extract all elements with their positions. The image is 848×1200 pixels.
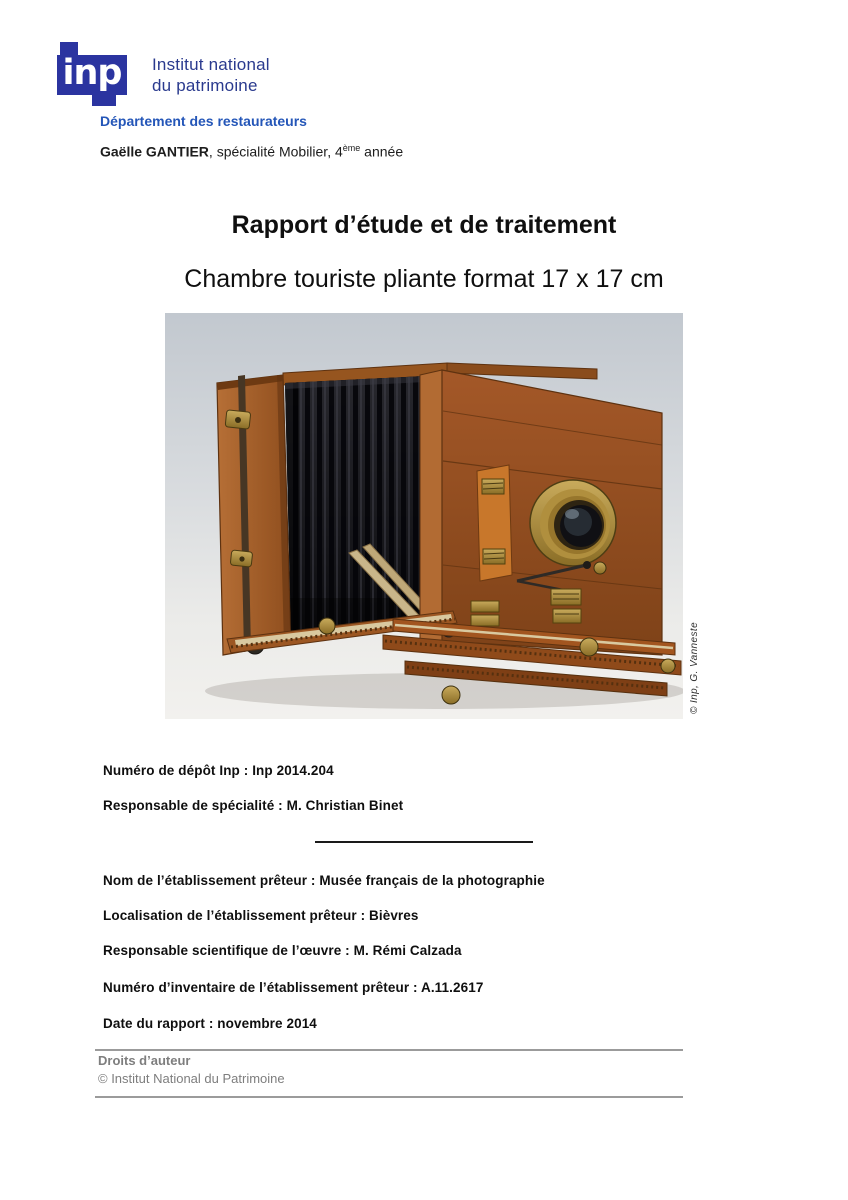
inp-logo-text: inp [62, 53, 122, 93]
meta-specialty-head: Responsable de spécialité : M. Christian Binet [103, 798, 404, 813]
author-line [100, 143, 403, 160]
report-title: Rapport d’étude et de traitement [231, 211, 617, 239]
meta-scientific-head: Responsable scientifique de l’œuvre : M. Rémi Calzada [103, 943, 462, 958]
meta-inventory-number: Numéro d’inventaire de l’établissement prêteur : A.11.2617 [103, 980, 484, 995]
author-name: Gaëlle GANTIER [100, 143, 209, 160]
org-name-line1: Institut national [152, 55, 270, 74]
camera-photo [165, 313, 683, 719]
meta-lender-name: Nom de l’établissement prêteur : Musée français de la photographie [103, 873, 545, 888]
footer-copyright: © Institut National du Patrimoine [98, 1071, 285, 1086]
org-name [152, 54, 270, 96]
author-year-sup: ème [342, 143, 361, 153]
department-label: Département des restaurateurs [100, 113, 307, 129]
meta-lender-location: Localisation de l’établissement prêteur : Bièvres [103, 908, 419, 923]
org-name-line2: du patrimoine [152, 76, 258, 95]
footer-bottom-rule [95, 1096, 683, 1098]
camera-illustration [165, 313, 683, 719]
author-year-end: année [360, 143, 404, 160]
camera-lens [530, 480, 616, 566]
photo-credit: © Inp, G. Vanneste [689, 621, 700, 714]
footer-top-rule [95, 1049, 683, 1051]
author-specialty: , spécialité Mobilier, 4 [208, 143, 343, 160]
separator-line [315, 841, 533, 843]
inp-logo [57, 55, 127, 95]
report-subtitle: Chambre touriste pliante format 17 x 17 cm [184, 265, 664, 293]
footer-rights-label: Droits d’auteur [98, 1053, 191, 1068]
camera-front-standard [420, 370, 662, 655]
meta-depot-number: Numéro de dépôt Inp : Inp 2014.204 [103, 763, 334, 778]
camera-rear-panel [217, 375, 291, 655]
meta-report-date: Date du rapport : novembre 2014 [103, 1016, 317, 1031]
inp-logo-square-bottom [92, 94, 116, 106]
